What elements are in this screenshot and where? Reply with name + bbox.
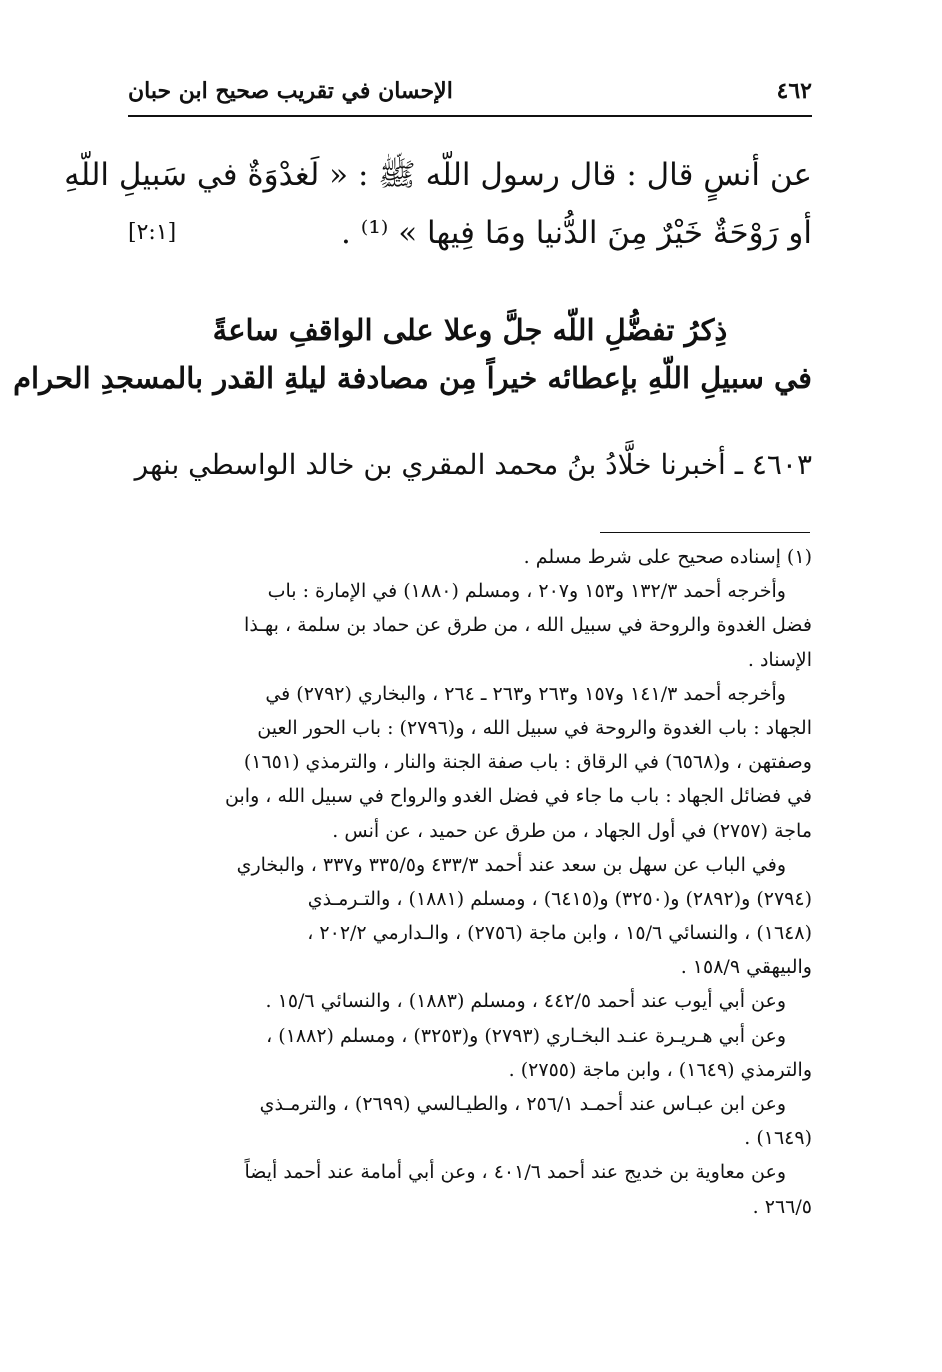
hadith-line-1: عن أنسٍ قال : قال رسول اللّه ﷺ : « لَغدْوَةٌ في سَبيلِ اللّهِ	[64, 157, 812, 193]
footnote-line: وعن ابن عبـاس عند أحمـد ٢٥٦/١ ، والطيـالسي (٢٦٩٩) ، والترمـذي	[259, 1093, 786, 1115]
footnote-line: (١٦٤٨) ، والنسائي ١٥/٦ ، وابن ماجة (٢٧٥٦) ، والـدارمي ٢٠٢/٢ ،	[307, 922, 812, 945]
footnote-line: والبيهقي ١٥٨/٩ .	[680, 956, 812, 979]
footnote-line: والترمذي (١٦٤٩) ، وابن ماجة (٢٧٥٥) .	[508, 1058, 812, 1081]
footnote-line: ٢٦٦/٥ .	[752, 1195, 812, 1218]
running-title: الإحسان في تقريب صحيح ابن حبان	[128, 78, 453, 104]
footnote-line: (١) إسناده صحيح على شرط مسلم .	[523, 546, 812, 568]
footnote-line: ماجة (٢٧٥٧) في أول الجهاد ، من طرق عن حميد ، عن أنس .	[332, 819, 812, 842]
footnotes	[128, 540, 812, 1224]
chapter-heading-line-1: ذِكرُ تفضُّلِ اللّه جلَّ وعلا على الواقفِ ساعةً	[212, 313, 728, 347]
footnote-line: في فضائل الجهاد : باب ما جاء في فضل الغدو والرواح في سبيل الله ، وابن	[225, 785, 812, 808]
footnote-line: وعن أبي أيوب عند أحمد ٤٤٢/٥ ، ومسلم (١٨٨٣) ، والنسائي ١٥/٦ .	[265, 990, 786, 1013]
footnote-line: وأخرجه أحمد ١٣٢/٣ و١٥٣ و٢٠٧ ، ومسلم (١٨٨٠) في الإمارة : باب	[267, 580, 786, 603]
footnote-line: فضل الغدوة والروحة في سبيل الله ، من طرق عن حماد بن سلمة ، بهـذا	[244, 614, 812, 637]
reference-mark: [٢:١]	[128, 220, 177, 245]
footnote-line: الجهاد : باب الغدوة والروحة في سبيل الله ، و(٢٧٩٦) : باب الحور العين	[257, 716, 812, 739]
page-header	[128, 78, 812, 112]
footnote-line: وفي الباب عن سهل بن سعد عند أحمد ٤٣٣/٣ و٣٣٥/٥ و٣٣٧ ، والبخاري	[236, 853, 786, 876]
footnote-separator	[600, 532, 810, 533]
hadith-number-line: ٤٦٠٣ ـ أخبرنا خلَّادُ بنُ محمد المقري بن خالد الواسطي بنهر	[134, 448, 812, 481]
header-divider	[128, 115, 812, 117]
footnote-line: وصفتهن ، و(٦٥٦٨) في الرقاق : باب صفة الجنة والنار ، والترمذي (١٦٥١)	[243, 751, 812, 774]
footnote-line: (٢٧٩٤) و(٢٨٩٢) و(٣٢٥٠) و(٦٤١٥) ، ومسلم (١٨٨١) ، والتـرمـذي	[307, 887, 812, 910]
footnote-line: وعن معاوية بن خديج عند أحمد ٤٠١/٦ ، وعن أبي أمامة عند أحمد أيضاً	[244, 1161, 786, 1184]
chapter-heading	[13, 306, 812, 402]
footnote-line: وأخرجه أحمد ١٤١/٣ و١٥٧ و٢٦٣ و٢٦٣ ـ ٢٦٤ ، والبخاري (٢٧٩٢) في	[265, 682, 786, 705]
footnote-line: (١٦٤٩) .	[744, 1127, 812, 1150]
hadith-line-2: أو رَوْحَةٌ خَيْرٌ مِنَ الدُّنيا ومَا فِيها » ⁽¹⁾ .	[341, 215, 812, 251]
hadith-text	[64, 146, 812, 262]
footnote-line: الإسناد .	[747, 648, 812, 671]
page-number: ٤٦٢	[776, 78, 812, 104]
chapter-heading-line-2: في سبيلِ اللّهِ بإعطائه خيراً مِن مصادفة ليلةِ القدر بالمسجدِ الحرام	[13, 361, 812, 395]
footnote-line: وعن أبي هـريـرة عنـد البخـاري (٢٧٩٣) و(٣٢٥٣) ، ومسلم (١٨٨٢) ،	[266, 1024, 786, 1047]
